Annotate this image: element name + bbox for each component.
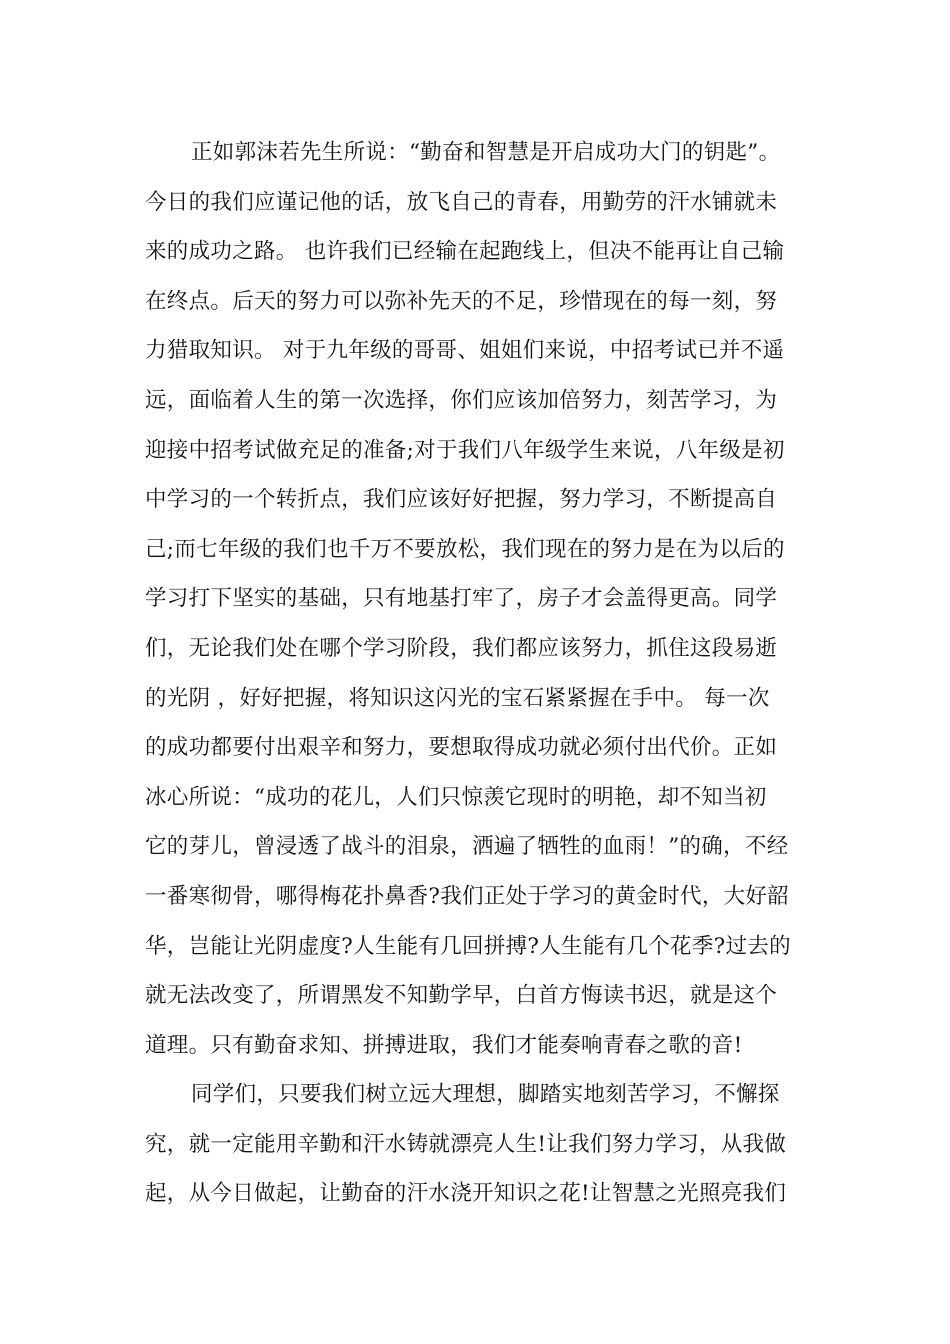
paragraph-1-line: 来的成功之路。 也许我们已经输在起跑线上，但决不能再让自己输 (145, 239, 785, 265)
paragraph-1-line: 冰心所说：“成功的花儿，人们只惊羡它现时的明艳，却不知当初 (145, 784, 767, 810)
paragraph-1-line: 力猎取知识。 对于九年级的哥哥、姐姐们来说，中招考试已并不遥 (145, 338, 785, 364)
paragraph-1-line: 学习打下坚实的基础，只有地基打牢了，房子才会盖得更高。同学 (145, 586, 778, 612)
paragraph-1-line: 华，岂能让光阴虚度?人生能有几回拼搏?人生能有几个花季?过去的 (145, 933, 791, 959)
paragraph-1-line: 迎接中招考试做充足的准备;对于我们八年级学生来说，八年级是初 (145, 437, 785, 463)
paragraph-1-line: 就无法改变了，所谓黑发不知勤学早，白首方悔读书迟，就是这个 (145, 983, 778, 1009)
paragraph-1-line: 它的芽儿，曾浸透了战斗的泪泉，洒遍了牺牲的血雨！”的确，不经 (145, 834, 789, 860)
paragraph-1-line: 正如郭沫若先生所说：“勤奋和智慧是开启成功大门的钥匙”。 (191, 140, 781, 165)
essay-text (145, 128, 807, 1219)
paragraph-1-line: 中学习的一个转折点，我们应该好好把握，努力学习，不断提高自 (145, 487, 778, 513)
paragraph-1-line: 今日的我们应谨记他的话，放飞自己的青春，用勤劳的汗水铺就未 (145, 189, 778, 215)
paragraph-1-line: 己;而七年级的我们也千万不要放松，我们现在的努力是在为以后的 (145, 536, 785, 562)
paragraph-1-line: 的成功都要付出艰辛和努力，要想取得成功就必须付出代价。正如 (145, 735, 778, 761)
paragraph-1-line: 们，无论我们处在哪个学习阶段，我们都应该努力，抓住这段易逝 (145, 635, 778, 661)
paragraph-1-line: 在终点。后天的努力可以弥补先天的不足，珍惜现在的每一刻，努 (145, 288, 778, 314)
paragraph-2-line: 同学们，只要我们树立远大理想，脚踏实地刻苦学习，不懈探 (191, 1082, 780, 1108)
paragraph-1-line: 的光阴 ，好好把握，将知识这闪光的宝石紧紧握在手中。 每一次 (145, 685, 770, 711)
paragraph-2-line: 究，就一定能用辛勤和汗水铸就漂亮人生!让我们努力学习，从我做 (145, 1131, 787, 1157)
paragraph-1-line: 远，面临着人生的第一次选择，你们应该加倍努力，刻苦学习，为 (145, 387, 778, 413)
paragraph-1-line: 道理。只有勤奋求知、拼搏进取，我们才能奏响青春之歌的音! (145, 1032, 743, 1058)
paragraph-2-line: 起，从今日做起，让勤奋的汗水浇开知识之花!让智慧之光照亮我们 (145, 1181, 787, 1207)
paragraph-1-line: 一番寒彻骨，哪得梅花扑鼻香?我们正处于学习的黄金时代，大好韶 (145, 883, 790, 909)
